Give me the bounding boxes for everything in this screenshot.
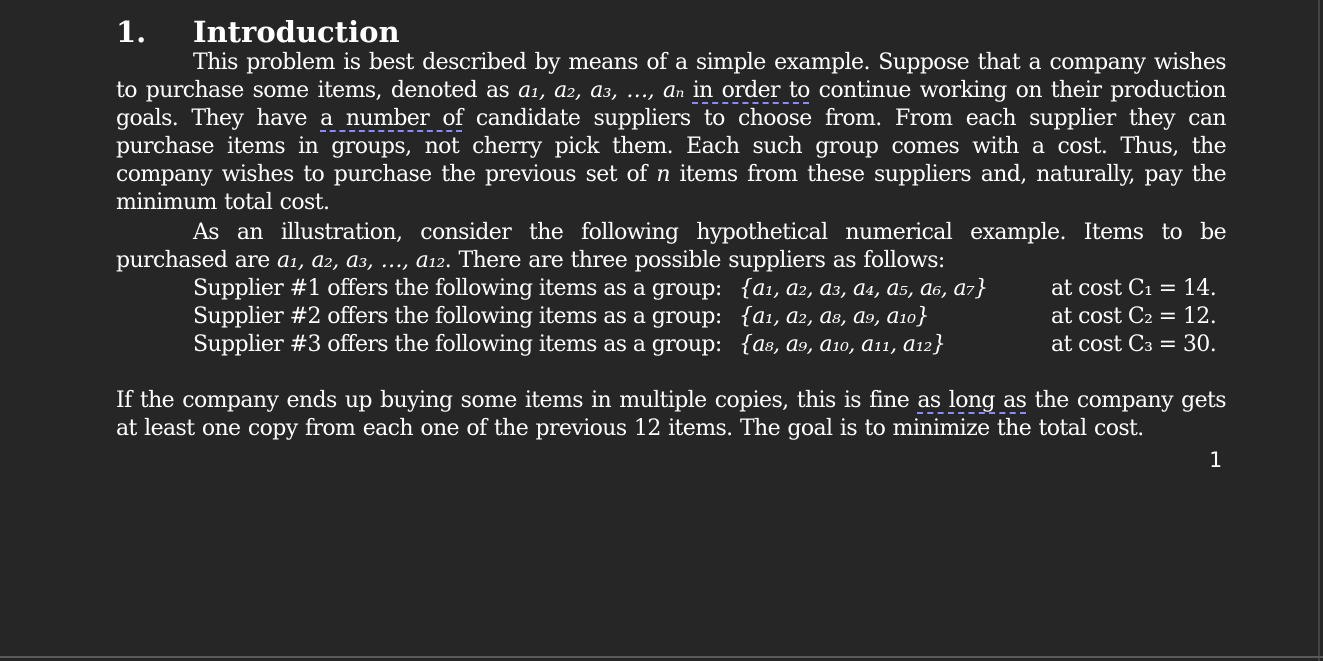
- text-run: continue working on their production goals. They have: [116, 78, 1226, 131]
- supplier-description: Supplier #3 offers the following items as a group:: [193, 332, 722, 357]
- text-run: As an illustration, consider the following hypothetical numerical example. Items to be purchased are: [116, 220, 1226, 273]
- page-border-right: [1318, 0, 1320, 661]
- math-n: n: [656, 162, 670, 187]
- grammar-suggestion[interactable]: a number of: [320, 106, 463, 131]
- supplier-row: [193, 275, 1223, 303]
- supplier-row: [193, 331, 1223, 359]
- text-run: items from these suppliers and, naturally, pay the minimum total cost.: [116, 162, 1227, 215]
- text-run: [684, 78, 693, 103]
- paragraph-illustration: [116, 219, 1226, 275]
- section-heading: [116, 14, 400, 50]
- text-run: candidate suppliers to choose from. From each supplier they can purchase items in groups, not cherry pick them. Each such group comes with a cost. Thus, the company wishes to purchase the previous set of: [116, 106, 1226, 187]
- supplier-item-group: {a₈, a₉, a₁₀, a₁₁, a₁₂}: [739, 332, 946, 357]
- math-items: a₁, a₂, a₃, …, a₁₂: [277, 248, 445, 273]
- text-run: This problem is best described by means of a simple example. Suppose that a company wishes to purchase some items, denoted as: [116, 50, 1226, 103]
- section-number: 1.: [116, 15, 147, 49]
- supplier-list: [193, 275, 1223, 359]
- page-border-bottom: [0, 656, 1323, 658]
- supplier-cost: at cost C₃ = 30.: [1051, 332, 1217, 357]
- supplier-cost: at cost C₁ = 14.: [1051, 276, 1217, 301]
- paragraph-goal: [116, 387, 1226, 443]
- text-run: If the company ends up buying some items in multiple copies, this is fine: [116, 388, 918, 413]
- math-items: a₁, a₂, a₃, …, aₙ: [518, 78, 684, 103]
- supplier-description: Supplier #1 offers the following items as a group:: [193, 276, 722, 301]
- text-run: the company gets at least one copy from each one of the previous 12 items. The goal is to minimize the total cost.: [116, 388, 1226, 441]
- supplier-item-group: {a₁, a₂, a₃, a₄, a₅, a₆, a₇}: [739, 276, 988, 301]
- grammar-suggestion[interactable]: in order to: [692, 78, 810, 103]
- supplier-cost: at cost C₂ = 12.: [1051, 304, 1217, 329]
- paragraph-intro: [116, 49, 1226, 217]
- text-run: . There are three possible suppliers as follows:: [444, 248, 945, 273]
- page-number: 1: [1209, 448, 1222, 472]
- supplier-row: [193, 303, 1223, 331]
- supplier-description: Supplier #2 offers the following items as a group:: [193, 304, 722, 329]
- section-title: Introduction: [193, 15, 400, 49]
- supplier-item-group: {a₁, a₂, a₈, a₉, a₁₀}: [739, 304, 929, 329]
- grammar-suggestion[interactable]: as long as: [917, 388, 1027, 413]
